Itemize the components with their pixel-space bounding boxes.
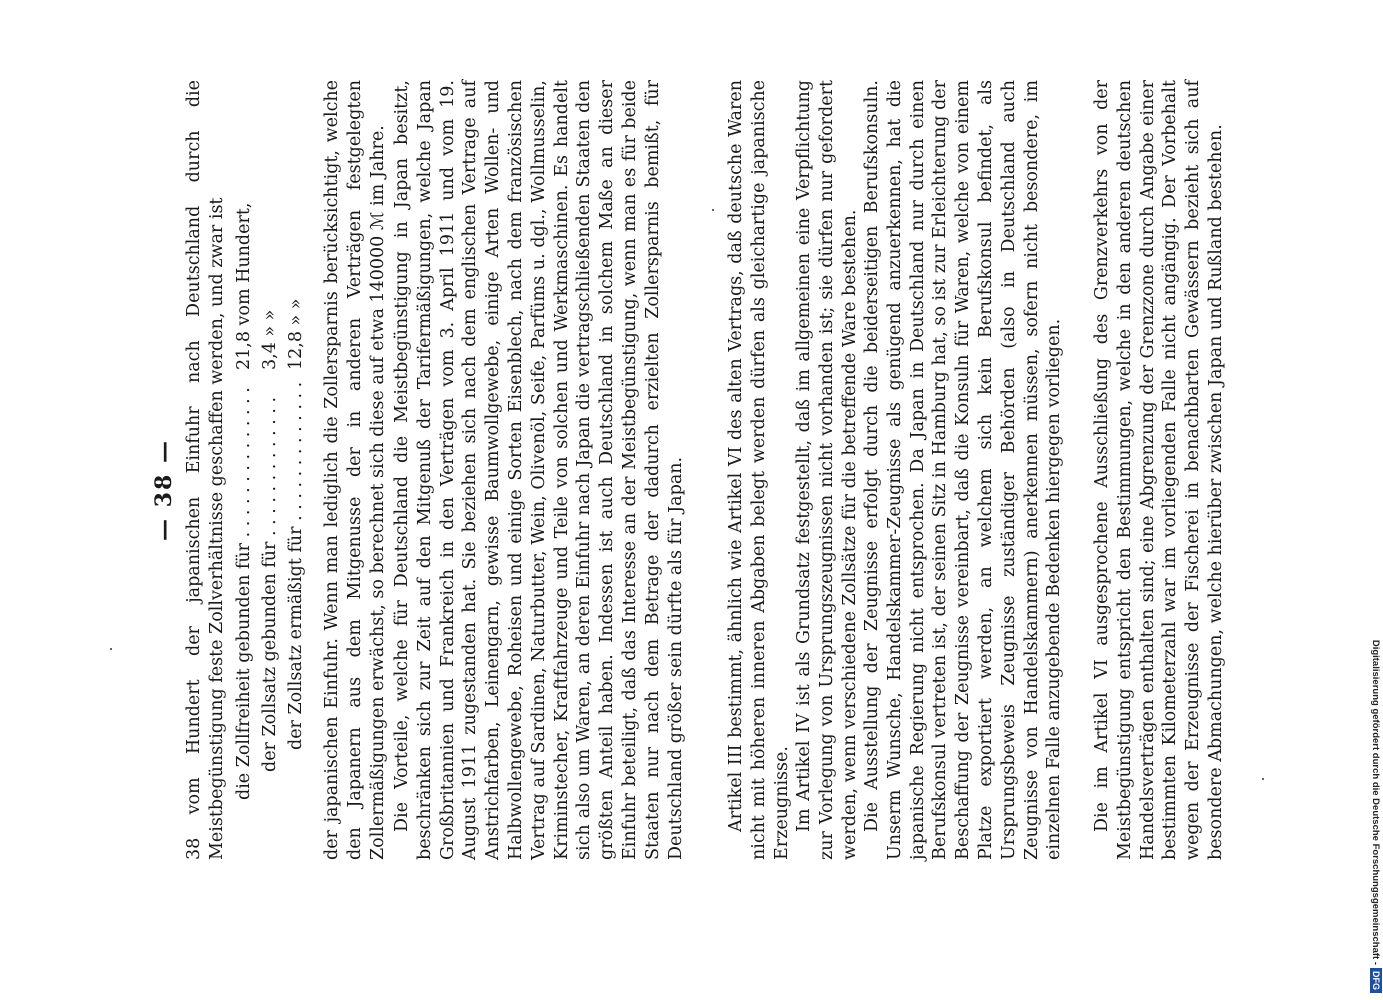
tariff-line-label: die Zollfreiheit gebunden für . . . . . . . . . . . . . . — [234, 387, 254, 800]
tariff-line-value: 12,8 » » — [286, 298, 306, 370]
dfg-logo: DFG — [1370, 968, 1382, 993]
credit-text: Digitalisierung gefördert durch die Deutsche Forschungsgemeinschaft - — [1370, 639, 1381, 965]
paragraph-5: Im Artikel IV ist als Grundsatz festgestellt, daß im allgemeinen eine Verpflichtung zur Vorlegung von Ursprungszeugnissen nicht vorhanden ist; sie dürfen nur gefordert werden, wenn verschiedene Zollsätze für die betreffende Ware bestehen. — [794, 80, 860, 860]
scan-speck — [110, 648, 112, 650]
tariff-line-2 — [259, 212, 281, 772]
tariff-line-3 — [285, 190, 307, 750]
tariff-line-label: der Zollsatz gebunden für . . . . . . . . . . . . . — [260, 396, 280, 772]
paragraph-3: Die Vorteile, welche für Deutschland die Meistbegünstigung in Japan besitzt, beschränken sich zur Zeit auf den Mitgenuß der Tarifermäßigungen, welche Japan Großbritannien und Frankreich in den Verträgen vom 3. April 1911 und vom 19. August 1911 zugestanden hat. Sie beziehen sich nach dem englischen Vertrage auf Anstrichfarben, Leinengarn, gewisse Baumwollgewebe, einige Arten Wollen- und Halbwollengewebe, Roheisen und einige Sorten Eisenblech, nach dem französischen Vertrag auf Sardinen, Naturbutter, Wein, Olivenöl, Seife, Parfüms u. dgl., Wollmusselin, Kriminstecher, Kraftfahrzeuge und Teile von solchen und Werkmaschinen. Es handelt sich also um Waren, an deren Einfuhr nach Japan die vertragschließenden Staaten den größten Anteil haben. Indessen ist auch Deutschland in solchem Maße an dieser Einfuhr beteiligt, daß das Interesse an der Meistbegünstigung, wenn man es für beide Staaten nur nach dem Betrage der dadurch erzielten Zollersparnis bemißt, für Deutschland größer sein dürfte als für Japan. — [392, 80, 686, 860]
tariff-line-value: 21,8 vom Hundert, — [234, 202, 254, 370]
page-number: — 38 — — [151, 439, 177, 541]
paragraph-1: 38 vom Hundert der japanischen Einfuhr nach Deutschland durch die Meistbegünstigung feste Zollverhältnisse geschaffen werden, und zwar ist — [184, 80, 227, 860]
digitization-credit — [1368, 8, 1382, 993]
paragraph-6: Die Ausstellung der Zeugnisse erfolgt durch die beiderseitigen Berufskonsuln. Unserm Wunsche, Handelskammer-Zeugnisse als genügend anzuerkennen, hat die japanische Regierung nicht entsprochen. Da Japan in Deutschland nur durch einen Berufskonsul vertreten ist, der seinen Sitz in Hamburg hat, so ist zur Erleichterung der Beschaffung der Zeugnisse vereinbart, daß die Konsuln für Waren, welche von einem Platze exportiert werden, an welchem sich kein Berufskonsul befindet, als Ursprungsbeweis Zeugnisse zuständiger Behörden (also in Deutschland auch Zeugnisse von Handelskammern) anerkennen müssen, sofern nicht besondere, im einzelnen Falle anzugebende Bedenken hiergegen vorliegen. — [862, 80, 1065, 860]
tariff-line-label: der Zollsatz ermäßigt für . . . . . . . . . . . . . — [286, 381, 306, 750]
scan-speck — [712, 209, 714, 211]
paragraph-2: der japanischen Einfuhr. Wenn man lediglich die Zollersparnis berücksichtigt, welche den Japanern aus dem Mitgenusse der in anderen Verträgen festgelegten Zollermäßigungen erwächst, so berechnet sich diese auf etwa 140000 ℳ im Jahre. — [322, 80, 388, 860]
rotated-page — [133, 80, 1283, 900]
scan-speck — [1262, 778, 1264, 780]
paragraph-7: Die im Artikel VI ausgesprochene Ausschließung des Grenzverkehrs von der Meistbegünstigung entspricht den Bestimmungen, welche in den anderen deutschen Handelsverträgen enthalten sind; eine Abgrenzung der Grenzzone durch Angabe einer bestimmten Kilometerzahl war im vorliegenden Falle nicht angängig. Der Vorbehalt wegen der Erzeugnisse der Fischerei in benachbarten Gewässern bezieht sich auf besondere Abmachungen, welche hierüber zwischen Japan und Rußland bestehen. — [1092, 80, 1226, 860]
tariff-line-value: 3,4 » » — [260, 309, 280, 370]
paragraph-4: Artikel III bestimmt, ähnlich wie Artikel VI des alten Vertrags, daß deutsche Waren nicht mit höheren inneren Abgaben belegt werden dürfen als gleichartige japanische Erzeugnisse. — [726, 80, 792, 860]
tariff-line-1 — [233, 202, 255, 800]
